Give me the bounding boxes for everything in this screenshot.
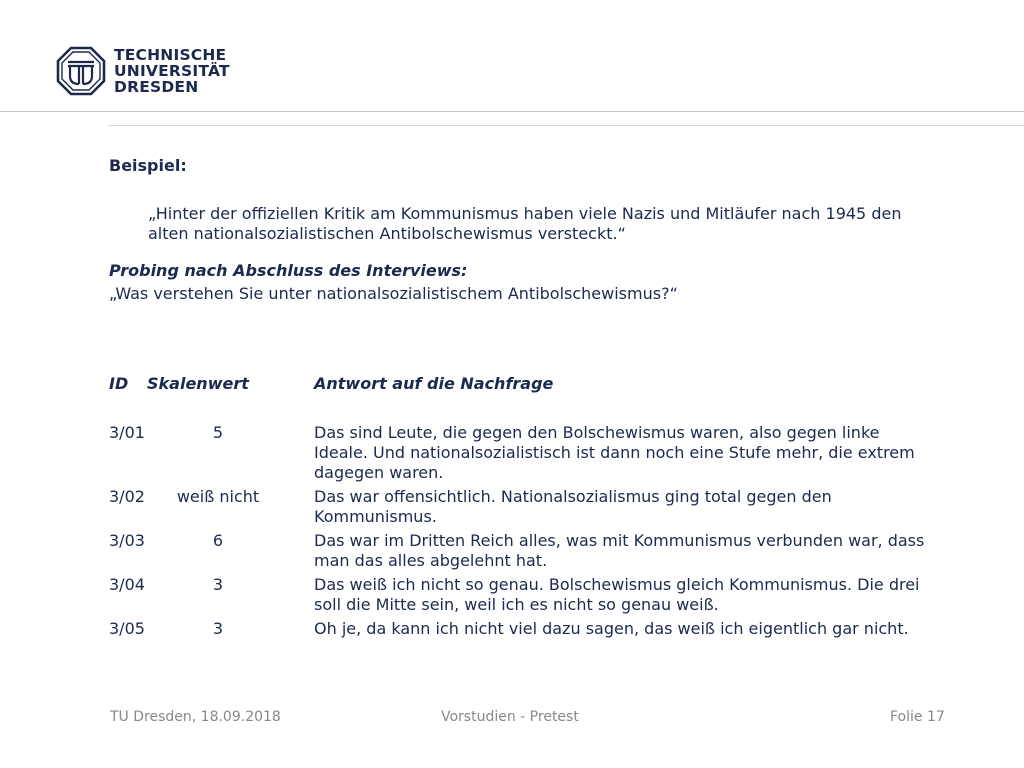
- tu-dresden-logo: [56, 46, 230, 96]
- row-scale-value: 5: [212, 423, 224, 442]
- logo-line-1: TECHNISCHE: [114, 46, 227, 64]
- header-id: ID: [109, 374, 129, 393]
- row-answer: Das war offensichtlich. Nationalsozialismus ging total gegen den Kommunismus.: [314, 487, 832, 526]
- row-answer: Das war im Dritten Reich alles, was mit Kommunismus verbunden war, dass man das alles abgelehnt hat.: [314, 531, 925, 570]
- row-id: 3/04: [109, 575, 145, 594]
- table-row: [109, 619, 939, 639]
- slide-content: [109, 150, 939, 304]
- example-heading: Beispiel:: [109, 156, 187, 175]
- logo-line-3: DRESDEN: [114, 78, 199, 96]
- table-row: [109, 423, 939, 483]
- footer-institution-date: TU Dresden, 18.09.2018: [110, 709, 281, 725]
- header-answer: Antwort auf die Nachfrage: [314, 374, 554, 393]
- table-row: [109, 575, 939, 615]
- footer-title: Vorstudien - Pretest: [441, 709, 579, 725]
- row-scale-value: 3: [212, 575, 224, 594]
- row-scale-value: 6: [212, 531, 224, 550]
- tu-dresden-emblem-icon: [56, 46, 106, 96]
- row-id: 3/02: [109, 487, 145, 506]
- header-divider-secondary: [108, 125, 1024, 126]
- row-scale-value: weiß nicht: [176, 487, 260, 506]
- row-answer: Das sind Leute, die gegen den Bolschewismus waren, also gegen linke Ideale. Und nationalsozialistisch ist dann noch eine Stufe mehr, die extrem dagegen waren.: [314, 423, 915, 482]
- logo-line-2: UNIVERSITÄT: [114, 62, 230, 80]
- table-row: [109, 531, 939, 571]
- probing-heading: Probing nach Abschluss des Interviews:: [109, 261, 468, 280]
- row-id: 3/01: [109, 423, 145, 442]
- row-id: 3/03: [109, 531, 145, 550]
- header-scale-value: Skalenwert: [147, 374, 249, 393]
- logo-wordmark: [114, 47, 230, 95]
- header-divider: [0, 111, 1024, 112]
- example-quote: „Hinter der offiziellen Kritik am Kommunismus haben viele Nazis und Mitläufer nach 1945 den alten nationalsozialistischen Antibolschewismus versteckt.“: [148, 204, 902, 243]
- footer-slide-number: Folie 17: [890, 709, 945, 725]
- table-header: [109, 374, 939, 394]
- answer-table: [109, 423, 939, 643]
- row-answer: Das weiß ich nicht so genau. Bolschewismus gleich Kommunismus. Die drei soll die Mitte sein, weil ich es nicht so genau weiß.: [314, 575, 920, 614]
- table-row: [109, 487, 939, 527]
- row-id: 3/05: [109, 619, 145, 638]
- probing-question: „Was verstehen Sie unter nationalsozialistischem Antibolschewismus?“: [109, 284, 678, 303]
- row-answer: Oh je, da kann ich nicht viel dazu sagen, das weiß ich eigentlich gar nicht.: [314, 619, 909, 638]
- row-scale-value: 3: [212, 619, 224, 638]
